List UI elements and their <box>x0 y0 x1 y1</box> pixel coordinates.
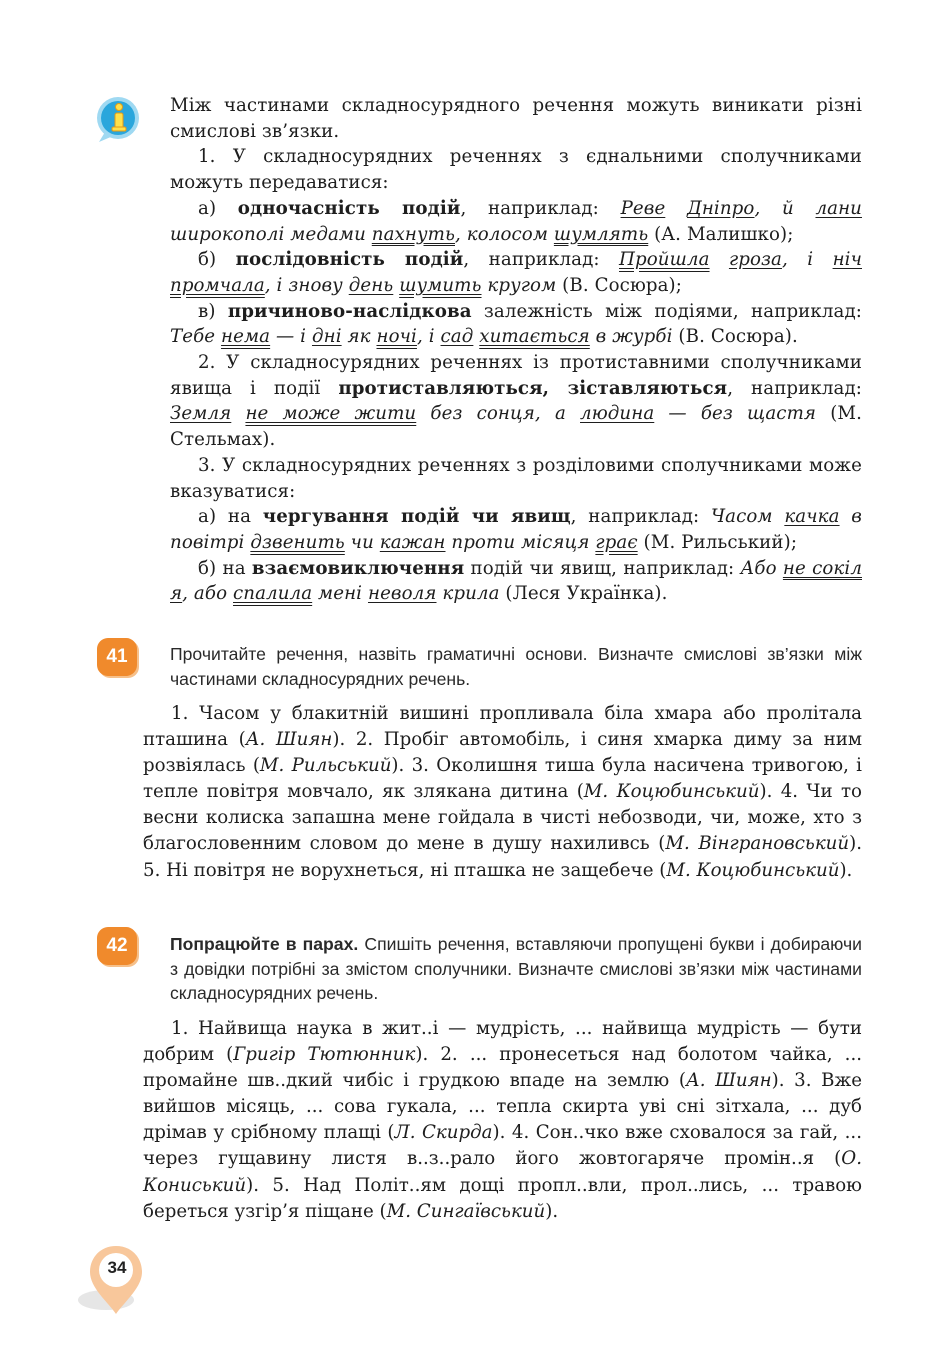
author-name: А. Шиян <box>685 1070 772 1092</box>
page-marker-icon <box>76 1240 156 1320</box>
info-icon <box>95 94 141 144</box>
sentence-text: 1. Часом у блакитній вишині пропливала біла хмара або пролітала пташина ( <box>143 703 862 751</box>
author-name: М. Коцюбинський <box>583 781 760 803</box>
exercise-42-instruction: Попрацюйте в парах. Спишіть речення, вставляючи пропущені букви і добираючи з довідки потрібні за змістом сполучники. Визначте смислові зв’язки між частинами складносурядних речень. <box>170 934 862 1003</box>
author-name: Григір Тютюнник <box>233 1044 416 1066</box>
exercise-number-badge: 41 <box>97 638 137 676</box>
theory-rule-1c: в) причиново-наслідкова залежність між подіями, наприклад: Тебе нема — і дні як ночі, і сад хитається в журбі (В. Сосюра). <box>170 300 862 348</box>
author-name: М. Рильський <box>259 755 392 777</box>
sentence-text: ). 2. Пробіг автомобіль, і синя хмарка диму за ним розвіялась ( <box>143 729 862 777</box>
exercise-41-sentences <box>143 701 862 884</box>
theory-rule-1a: а) одночасність подій, наприклад: Реве Дніпро, й лани широкополі медами пахнуть, колосом шумлять (А. Малишко); <box>170 197 862 245</box>
sentence-text: ). 3. Околишня тиша була насичена тривогою, і тепле повітря мовчало, як злякана дитина ( <box>143 755 863 803</box>
theory-rule-3: 3. У складносурядних реченнях з розділовими сполучниками може вказуватися: <box>170 454 862 502</box>
author-name: М. Коцюбинський <box>666 859 840 881</box>
sentence-text: ). <box>545 1200 559 1222</box>
exercise-number-badge: 42 <box>97 927 137 965</box>
author-name: Л. Скирда <box>394 1122 493 1144</box>
sentence-text: ). 2. ... пронесеться над болотом чайка, ... промайне шв..дкий чибіс і грудкою впаде на землю ( <box>143 1044 863 1092</box>
author-name: М. Вінграновський <box>665 833 850 855</box>
sentence-text: ). 5. Над Політ..ям дощі пропл..вли, прол..лись, ... травою береться узгір’я піщане ( <box>143 1174 862 1222</box>
theory-rule-2: 2. У складносурядних реченнях із протиставними сполучниками явища і події протиставляються, зіставляються, наприклад: Земля не може жити без сонця, а людина — без щастя (М. Стельмах). <box>170 352 862 451</box>
author-name: М. Сингаївський <box>386 1200 546 1222</box>
exercise-41-instruction: Прочитайте речення, назвіть граматичні основи. Визначте смислові зв’язки між частинами складносурядних речень. <box>170 644 862 689</box>
exercise-42-sentences <box>143 1016 862 1225</box>
author-name: А. Шиян <box>245 729 333 751</box>
theory-block <box>170 93 862 607</box>
theory-intro: Між частинами складносурядного речення можуть виникати різні смислові зв’язки. <box>170 95 862 142</box>
author-name: О. Кониський <box>143 1148 862 1196</box>
theory-rule-1: 1. У складносурядних реченнях з єднальними сполучниками можуть передаватися: <box>170 146 862 194</box>
sentence-text: ). 5. Ні повітря не ворухнеться, ні пташка не защебече ( <box>143 833 862 881</box>
theory-rule-3b: б) на взаємовиключення подій чи явищ, наприклад: Або не сокіл я, або спалила мені неволя крила (Леся Українка). <box>170 557 862 605</box>
page-number: 34 <box>107 1258 127 1277</box>
sentence-text: ). <box>839 859 853 881</box>
theory-rule-3a: а) на чергування подій чи явищ, наприклад: Часом качка в повітрі дзвенить чи кажан проти місяця грає (М. Рильський); <box>170 506 862 553</box>
sentence-text: 1. Найвища наука в жит..і — мудрість, ... найвища мудрість — бути добрим ( <box>143 1018 862 1066</box>
sentence-text: ). 3. Вже вийшов місяць, ... сова гукала, ... тепла скирта уві сні зітхала, ... дуб дрімав у срібному плащі ( <box>143 1070 862 1144</box>
sentence-text: ). 4. Чи то весни колиска запашна мене гойдала в чисті небозводи, чи, може, хто з благословенним словом до мене в душу нахиливсь ( <box>143 781 862 855</box>
theory-rule-1b: б) послідовність подій, наприклад: Пройшла гроза, і ніч промчала, і знову день шумить кругом (В. Сосюра); <box>170 249 862 296</box>
sentence-text: ). 4. Сон..чко вже сховалося за гай, ... через гущавину листя в..з..рало його жовтогаряче промін..я ( <box>143 1122 862 1170</box>
exercise-41-text <box>143 701 862 884</box>
exercise-42-text <box>143 1016 862 1225</box>
pair-work-label: Попрацюйте в парах. <box>170 934 359 954</box>
